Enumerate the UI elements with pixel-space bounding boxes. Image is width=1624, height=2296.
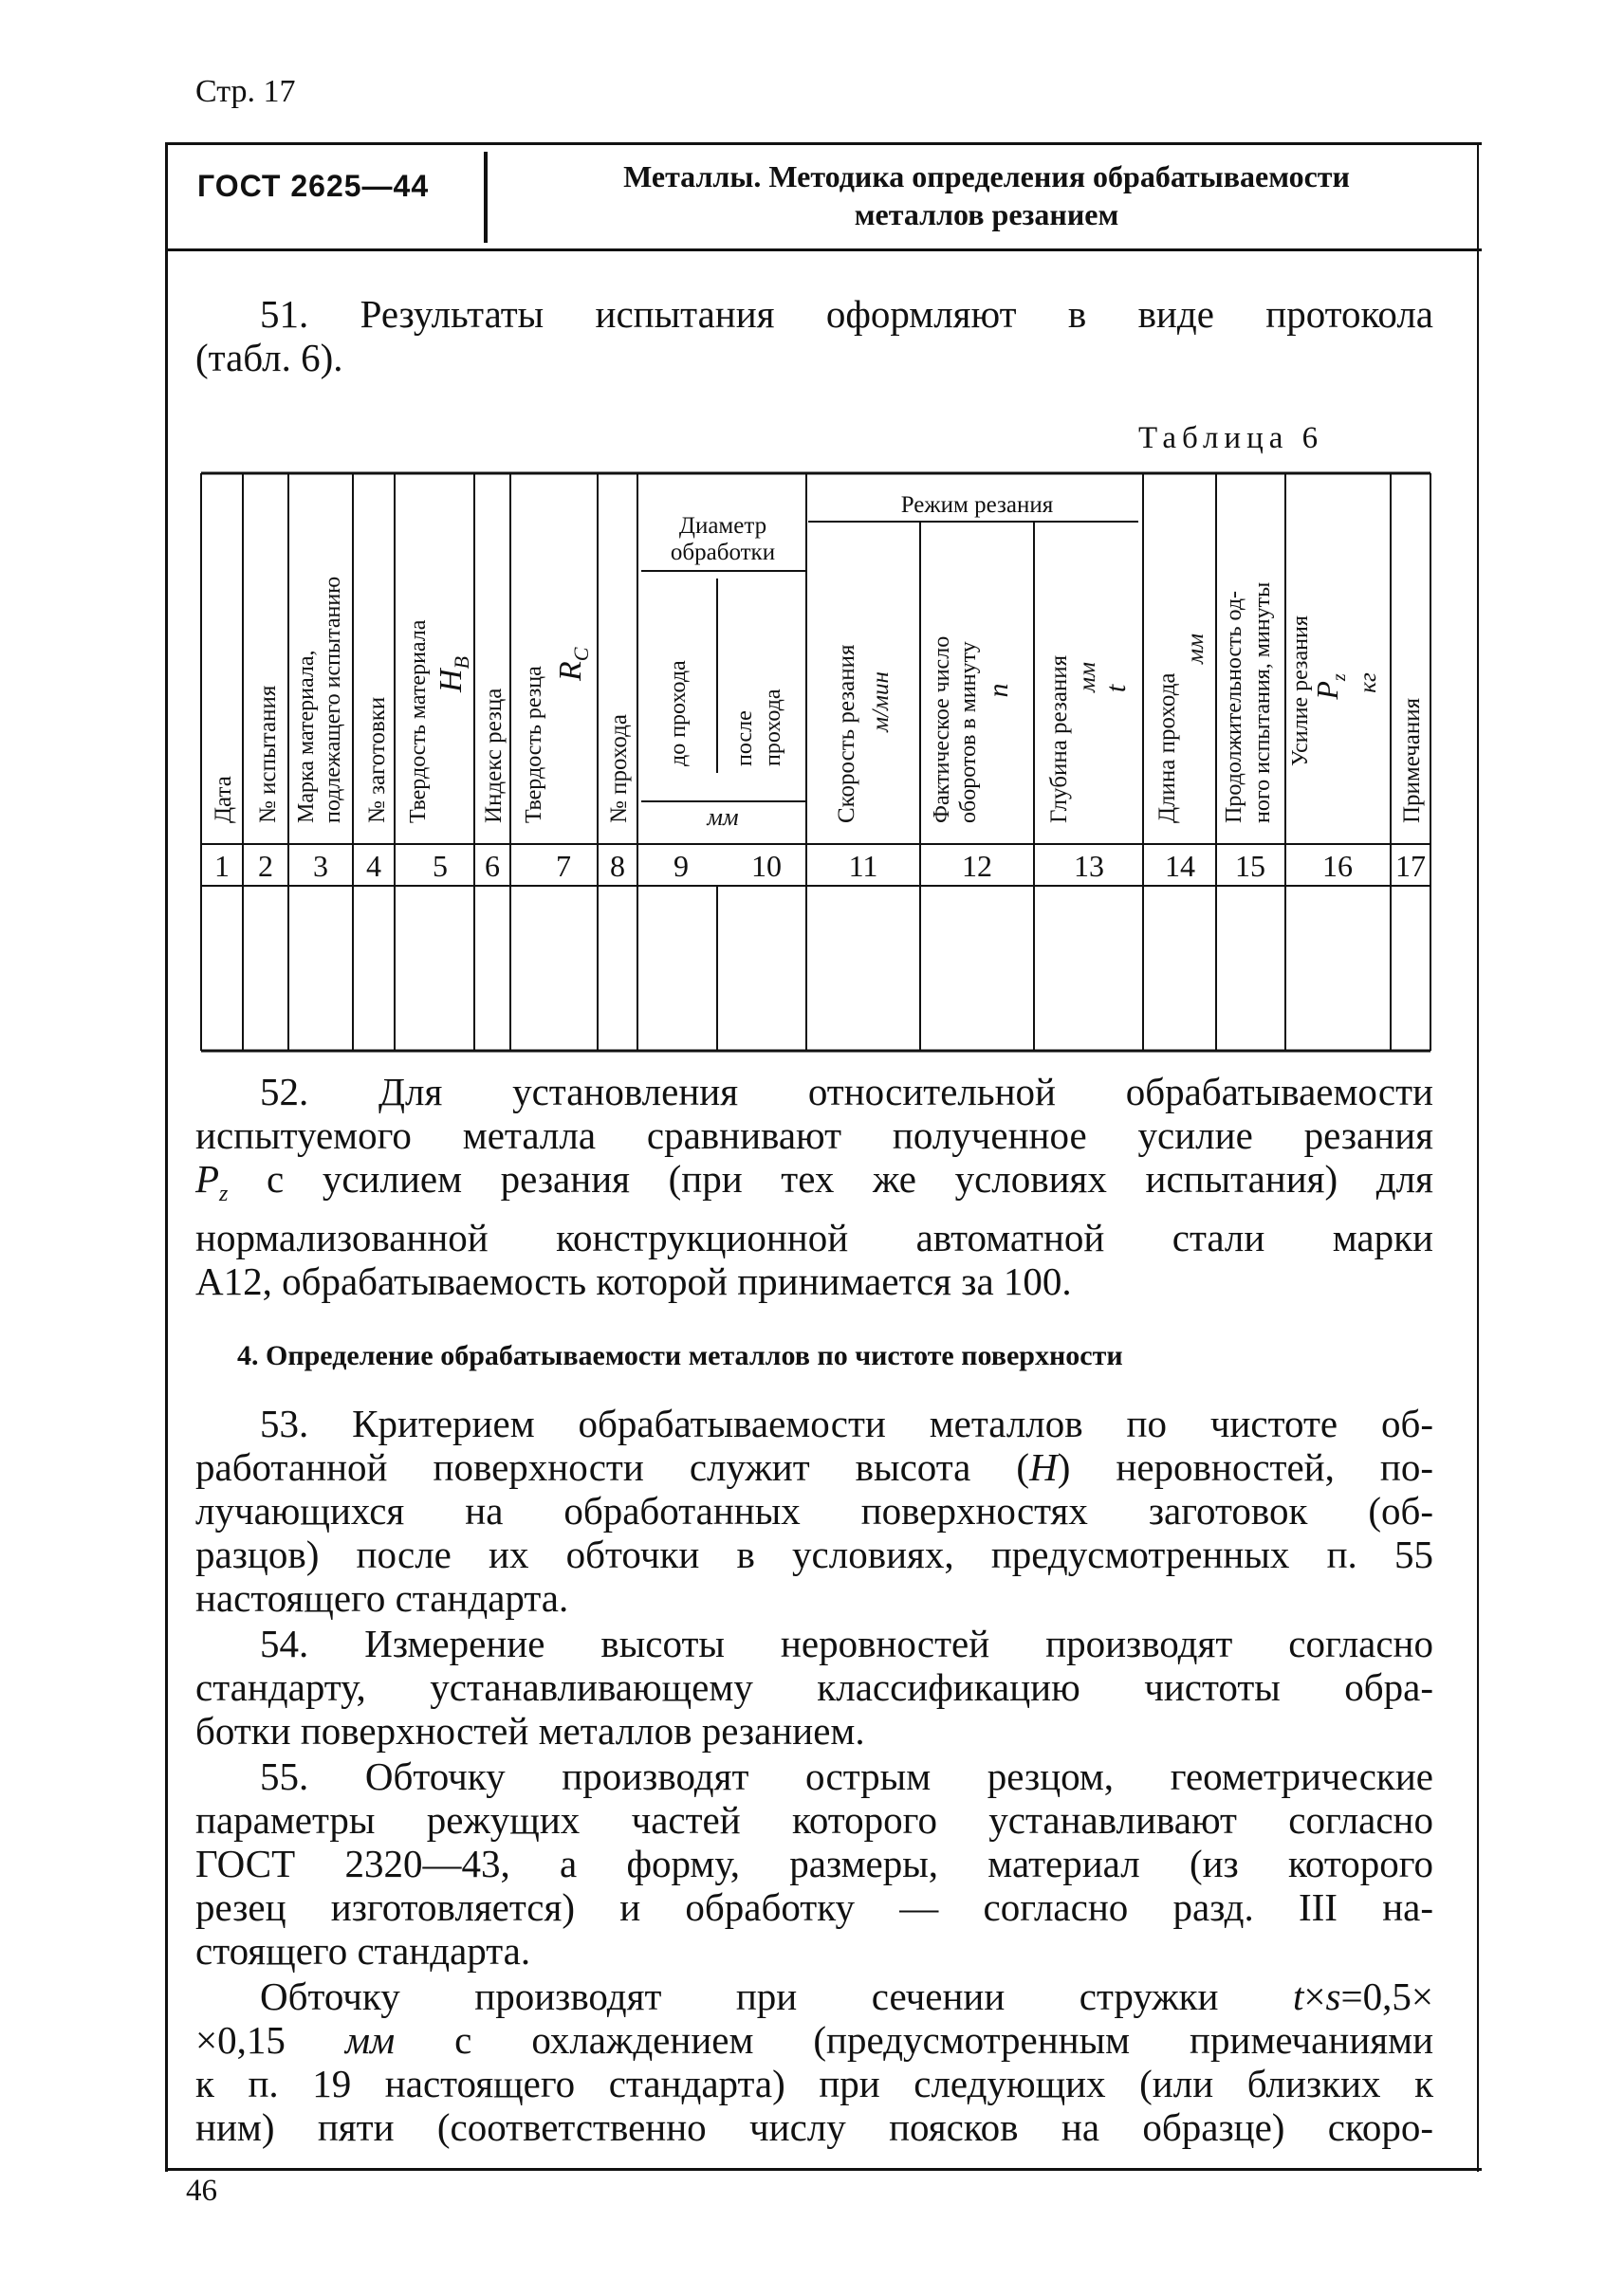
paragraph-52-line5: А12, обрабатываемость которой принимается за 100.: [195, 1259, 1072, 1304]
header-cutter-hardness-symbol: $R_C$: [553, 647, 593, 681]
force-symbol: P: [195, 1157, 220, 1201]
paragraph-55-line4: резец изготовляется) и обработку — согласно разд. III на-: [195, 1885, 1433, 1929]
column-numbers-row: [214, 849, 1426, 883]
paragraph-53-line2-a: работанной поверхности служит высота (: [195, 1445, 1030, 1489]
header-pass-length: Длина прохода: [1154, 672, 1180, 823]
header-material-hardness: Твердость материала: [406, 619, 431, 823]
header-material-grade-line2: подлежащего испытанию: [321, 576, 345, 823]
header-diameter-line2: обработки: [670, 540, 776, 565]
paragraph-56-line2: [195, 2018, 1433, 2062]
header-cutting-depth-unit: мм: [1075, 662, 1100, 692]
col-num-16: 16: [1322, 849, 1353, 883]
col-num-12: 12: [962, 849, 992, 883]
col-num-5: 5: [433, 849, 448, 883]
table-6: [0, 0, 1624, 1138]
paragraph-55: [195, 1754, 1433, 1973]
header-material-hardness-symbol: $H_B$: [434, 655, 473, 692]
paragraph-51-line1: 51. Результаты испытания оформляют в виде протокола: [260, 292, 1433, 336]
paragraph-52-line2: испытуемого металла сравнивают полученное усилие резания: [195, 1113, 1433, 1157]
paragraph-52-line4: нормализованной конструкционной автоматной стали марки: [195, 1216, 1433, 1260]
paragraph-54-line1: 54. Измерение высоты неровностей производят согласно: [260, 1622, 1433, 1665]
col-num-15: 15: [1235, 849, 1265, 883]
header-cutting-speed-unit: м/мин: [868, 671, 894, 732]
header-diameter-after-line2: прохода: [761, 689, 785, 766]
paragraph-53: [195, 1402, 1433, 1620]
paragraph-54-line2: стандарту, устанавливающему классификацию чистоты обра-: [195, 1665, 1433, 1709]
col-num-17: 17: [1395, 849, 1426, 883]
header-material-grade-line1: Марка материала,: [294, 650, 319, 823]
paragraph-56-line1-a: Обточку производят при сечении стружки: [260, 1975, 1293, 2018]
header-cutting-depth-symbol: t: [1100, 684, 1132, 693]
paragraph-52-line3: [195, 1157, 1433, 1216]
paragraph-55-line5: стоящего стандарта.: [195, 1929, 531, 1973]
header-cutting-mode: Режим резания: [900, 492, 1054, 518]
header-rpm-line2: оборотов в минуту: [956, 641, 981, 823]
header-diameter-unit: мм: [707, 803, 739, 831]
mm-unit: мм: [344, 2018, 396, 2062]
col-num-4: 4: [366, 849, 381, 883]
paragraph-56-line4: ним) пяти (соответственно числу поясков на образце) скоро-: [195, 2105, 1433, 2149]
paragraph-55-line3: ГОСТ 2320—43, а форму, размеры, материал (из которого: [195, 1842, 1433, 1885]
col-num-10: 10: [751, 849, 782, 883]
times-sign: ×: [1303, 1975, 1326, 2018]
paragraph-53-line5: настоящего стандарта.: [195, 1576, 569, 1620]
paragraph-53-line1: 53. Критерием обрабатываемости металлов по чистоте об-: [260, 1402, 1433, 1445]
paragraph-53-line4: разцов) после их обточки в условиях, предусмотренных п. 55: [195, 1533, 1433, 1576]
header-diameter: Диаметр: [678, 513, 767, 539]
gost-number: ГОСТ 2625—44: [197, 169, 430, 203]
header-test-number: № испытания: [255, 685, 281, 823]
header-cutter-index: Индекс резца: [481, 688, 507, 823]
header-test-duration-line2: ного испытания, минуты: [1250, 581, 1275, 823]
col-num-9: 9: [674, 849, 689, 883]
paragraph-54-line3: ботки поверхностей металлов резанием.: [195, 1709, 865, 1753]
paragraph-52: [195, 1070, 1433, 1303]
page-number-bottom: 46: [186, 2174, 217, 2208]
header-date: Дата: [211, 776, 236, 823]
col-num-2: 2: [258, 849, 273, 883]
header-cutting-force: Усилие резания: [1288, 615, 1313, 766]
col-num-3: 3: [313, 849, 328, 883]
col-num-1: 1: [214, 849, 230, 883]
col-num-14: 14: [1165, 849, 1195, 883]
header-diameter-after-line1: после: [732, 710, 757, 766]
paragraph-54: [195, 1622, 1433, 1753]
paragraph-56-line1-b: =0,5×: [1340, 1975, 1433, 2018]
header-cutting-force-unit: кг: [1356, 672, 1381, 693]
height-symbol: H: [1029, 1445, 1058, 1489]
paragraph-56: [195, 1975, 1433, 2149]
paragraph-56-line2-a: ×0,15: [195, 2018, 345, 2062]
table-caption: Таблица 6: [1138, 421, 1324, 455]
header-blank-number: № заготовки: [364, 696, 390, 823]
page-label-top: Стр. 17: [195, 74, 296, 109]
paragraph-55-line2: параметры режущих частей которого устанавливают согласно: [195, 1798, 1433, 1842]
header-rpm-line1: Фактическое число: [930, 635, 954, 823]
paragraph-52-line1: 52. Для установления относительной обрабатываемости: [260, 1070, 1433, 1113]
paragraph-56-line1: [195, 1975, 1433, 2018]
paragraph-56-line3: к п. 19 настоящего стандарта) при следующих (или близких к: [195, 2062, 1433, 2105]
col-num-7: 7: [556, 849, 571, 883]
header-remarks: Примечания: [1399, 697, 1425, 823]
header-diameter-before: до прохода: [666, 660, 691, 766]
header-pass-length-unit: мм: [1183, 634, 1209, 664]
force-subscript: z: [219, 1182, 229, 1207]
document-title-line1: Металлы. Методика определения обрабатываемости: [623, 159, 1350, 193]
frame-bottom-line: [165, 2168, 1482, 2171]
header-cutting-force-symbol: $P_z$: [1310, 673, 1350, 700]
paragraph-53-line2: [195, 1445, 1433, 1489]
paragraph-52-line3-text: с усилием резания (при тех же условиях испытания) для: [228, 1157, 1433, 1201]
col-num-6: 6: [485, 849, 500, 883]
header-cutting-speed: Скорость резания: [834, 644, 859, 823]
header-pass-number: № прохода: [606, 713, 632, 823]
header-cutting-depth: Глубина резания: [1046, 654, 1072, 823]
document-title-line2: металлов резанием: [854, 197, 1119, 231]
header-test-duration-line1: Продолжительность од-: [1222, 590, 1246, 823]
paragraph-56-line2-b: с охлаждением (предусмотренным примечаниями: [395, 2018, 1434, 2062]
col-num-8: 8: [610, 849, 625, 883]
header-rpm-symbol: n: [983, 683, 1014, 698]
section-4-title: 4. Определение обрабатываемости металлов по чистоте поверхности: [237, 1340, 1123, 1371]
header-cutter-hardness: Твердость резца: [522, 666, 546, 823]
paragraph-51-line2: (табл. 6).: [195, 336, 343, 379]
paragraph-53-line2-b: ) неровностей, по-: [1057, 1445, 1433, 1489]
paragraph-53-line3: лучающихся на обработанных поверхностях заготовок (об-: [195, 1489, 1433, 1533]
paragraph-55-line1: 55. Обточку производят острым резцом, геометрические: [260, 1754, 1433, 1798]
feed-symbol: s: [1325, 1975, 1341, 2018]
depth-symbol: t: [1293, 1975, 1304, 2018]
col-num-13: 13: [1074, 849, 1104, 883]
col-num-11: 11: [848, 849, 878, 883]
